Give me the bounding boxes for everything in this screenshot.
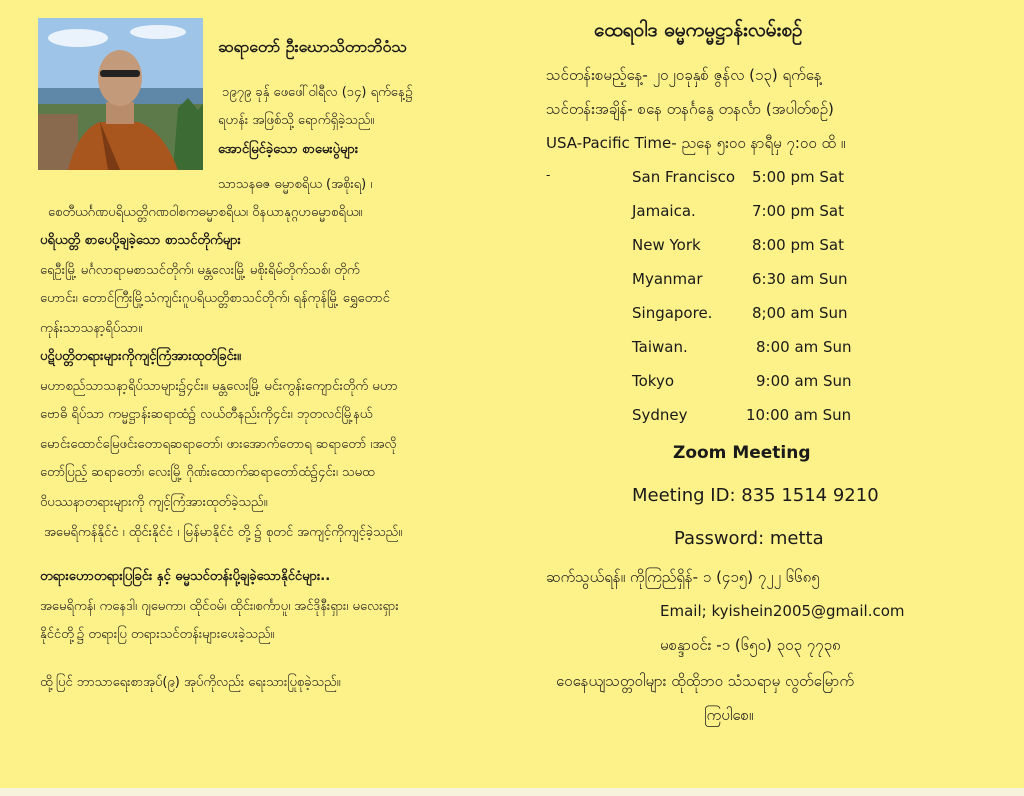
start-date: သင်တန်းစမည့်နေ့- ၂၀၂၀ခုနှစ် ဇွန်လ (၁၃) ရက်နေ့ <box>546 66 822 84</box>
closing-line-2: ကြပါစေ။ <box>704 706 754 724</box>
time-value: 8:00 pm Sat <box>752 236 844 254</box>
closing-line-1: ဝေနေယျသတ္တဝါများ ထိုထိုဘဝ သံသရာမှ လွတ်မြောက် <box>556 672 855 690</box>
dhamma-heading: တရားဟောတရားပြခြင်း နှင့် ဓမ္မသင်တန်းပို့ချခဲ့သောနိုင်ငံများ.. <box>40 569 331 584</box>
dhamma-line-2: နိုင်ငံတို့၌ တရားပြ တရားသင်တန်းများပေးခဲ့သည်။ <box>40 627 275 642</box>
schools-line-2: ဟောင်း၊ တောင်ကြီးမြို့သံကျင်းဂူပရိယတ္တိစာသင်တိုက်၊ ရန်ကုန်မြို့ ရွှေတောင် <box>40 291 390 306</box>
time-value: 6:30 am Sun <box>752 270 848 288</box>
city-label: Myanmar <box>632 270 703 288</box>
city-label: Taiwan. <box>632 338 688 356</box>
usa-time: USA-Pacific Time- ညနေ ၅း၀၀ နာရီမှ ၇:၀၀ ထိ ။ <box>546 134 846 152</box>
practice-line-1: မဟာစည်သာသနာ့ရိပ်သာများ၌၄င်း။ မန္တလေးမြို့ မင်းကွန်းကျောင်းတိုက် မဟာ <box>40 379 398 394</box>
bio-line-1: ၁၉၇၉ ခုနှ် ဖေဖေါ်ဝါရီလ (၁၄) ရက်နေ့၌ <box>222 85 413 100</box>
schools-heading: ပရိယတ္တိ စာပေပို့ချခဲ့သော စာသင်တိုက်များ <box>40 233 241 248</box>
exams-line-2: စေတီယင်္ဂဏပရိယတ္တိဂဏဝါစကဓမ္မာစရိယ၊ ဝိနယာနုဂ္ဂဟဓမ္မာစရိယ။ <box>48 205 363 220</box>
city-label: Singapore. <box>632 304 713 322</box>
schools-line-1: ရေဦးမြို့ မင်္ဂလာရာမစာသင်တိုက်၊ မန္တလေးမြို့ မစိုးရိမ်တိုက်သစ်၊ တိုက် <box>40 263 360 278</box>
time-value: 10:00 am Sun <box>746 406 852 424</box>
bio-line-2: ရဟန်း အဖြစ်သို့ ရောက်ရှိခဲ့သည်။ <box>218 113 375 128</box>
city-label: Jamaica. <box>632 202 696 220</box>
zoom-title: Zoom Meeting <box>673 443 811 463</box>
city-label: Tokyo <box>632 372 674 390</box>
password: Password: metta <box>674 528 824 549</box>
left-title: ဆရာတော် ဦးဃောသိတာဘိဝံသ <box>218 37 407 56</box>
practice-line-3: မောင်းထောင်မြေဖင်းတောရဆရာတော်၊ ဖားအောက်တောရ ဆရာတော် ၊အလို <box>40 437 397 452</box>
contact-line: ဆက်သွယ်ရန်။ ကိုကြည်ရှိန်- ၁ (၄၁၅) ၇၂၂ ၆၆၈၅ <box>546 568 820 586</box>
city-label: San Francisco <box>632 168 736 186</box>
dash: - <box>546 168 551 182</box>
dhamma-line-1: အမေရိကန်၊ ကနေဒါ၊ ဂျမေကာ၊ ထိုင်ဝမ်၊ ထိုင်း၊စင်္ကာပူ၊ အင်ဒိုနီးရှား၊ မလေးရှား <box>40 599 399 614</box>
city-label: Sydney <box>632 406 688 424</box>
bottom-strip <box>0 788 1024 796</box>
practice-heading: ပဋိပတ္တိတရားများကိုကျင့်ကြံအားထုတ်ခြင်း။ <box>40 349 241 364</box>
email-line: Email; kyishein2005@gmail.com <box>660 602 905 620</box>
city-label: New York <box>632 236 701 254</box>
time-value: 8;00 am Sun <box>752 304 848 322</box>
schedule: သင်တန်းအချိန်- စနေ တနင်္ဂနွေ တနင်္လာ (အပါတ်စဥ်) <box>546 100 834 118</box>
meeting-id: Meeting ID: 835 1514 9210 <box>632 485 879 506</box>
exams-line-1: သာသနဓဇ ဓမ္မာစရိယ (အစိုးရ) ၊ <box>218 177 373 192</box>
monk-photo <box>38 18 203 170</box>
right-title: ထေရဝါဒ ဓမ္မကမ္မဋ္ဌာန်းလမ်းစဥ် <box>594 19 803 41</box>
practice-line-4: တော်ပြည့် ဆရာတော်၊ လေးမြို့ ဂိုဏ်းထောက်ဆရာတော်ထံ၌၄င်း၊ သမထ <box>40 465 375 480</box>
schools-line-3: ကုန်းသာသနာ့ရိပ်သာ။ <box>40 321 143 336</box>
practice-line-2: ဗောဓိ ရိပ်သာ ကမ္မဋ္ဌာန်းဆရာထံ၌ လယ်တီနည်းကို၄င်း၊ ဘုတလင်မြို့နယ် <box>40 407 373 422</box>
time-value: 9:00 am Sun <box>756 372 852 390</box>
contact-line-2: မစန္ဒာဝင်း -၁ (၆၅၀) ၃၀၃ ၇၇၃၈ <box>660 636 841 654</box>
practice-line-5: ဝိပဿနာတရားများကို ကျင့်ကြံအားထုတ်ခဲ့သည်။ <box>40 495 268 510</box>
practice-line-6: အမေရိကန်နိုင်ငံ ၊ ထိုင်းနိုင်ငံ ၊ မြန်မာနိုင်ငံ တို့ ၌ စုတင် အကျင့်ကိုကျင့်ခဲ့သည်။ <box>44 525 403 540</box>
exams-heading: အောင်မြင်ခဲ့သော စာမေးပွဲများ <box>218 142 359 157</box>
books-line: ထို့ပြင် ဘာသာရေးစာအုပ်(၉) အုပ်ကိုလည်း ရေးသားပြုစုခဲ့သည်။ <box>40 675 341 690</box>
time-value: 5:00 pm Sat <box>752 168 844 186</box>
time-value: 8:00 am Sun <box>756 338 852 356</box>
time-value: 7:00 pm Sat <box>752 202 844 220</box>
